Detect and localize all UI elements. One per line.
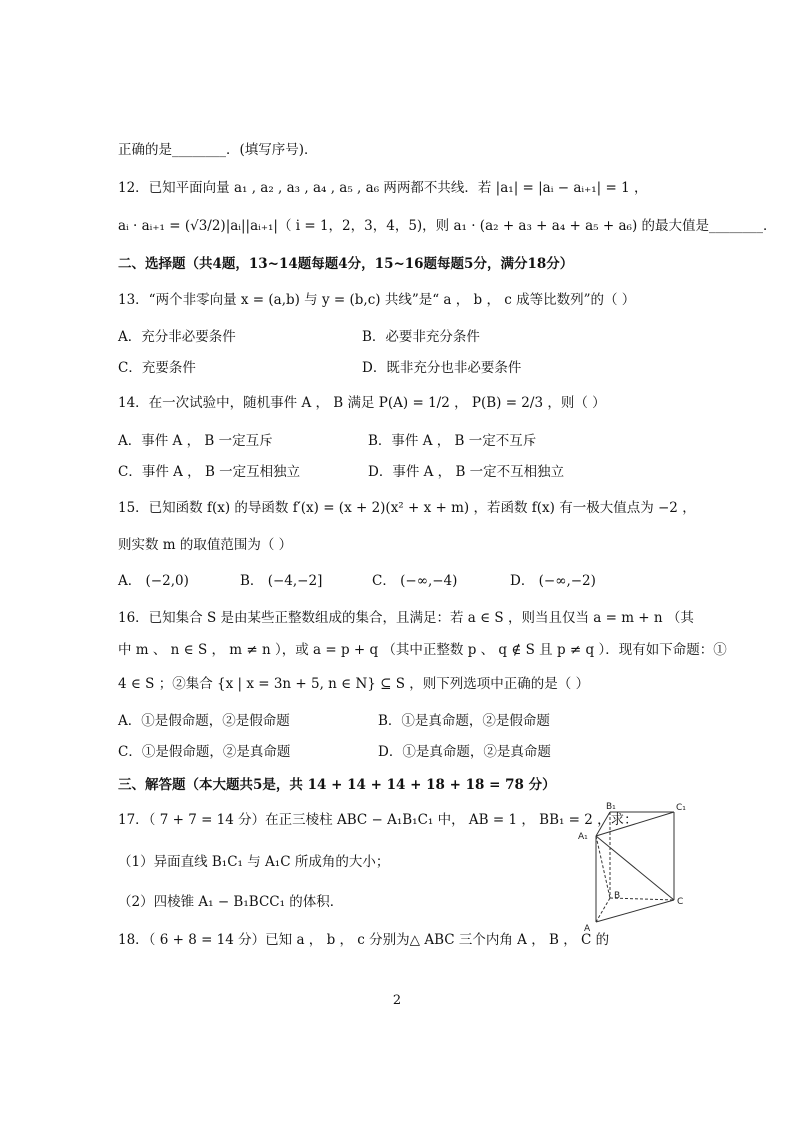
label-b1: B₁ bbox=[606, 802, 616, 812]
question-16-cont: 中 m 、 n ∈ S ， m ≠ n ），或 a = p + q （其中正整数 p 、 q ∉ S 且 p ≠ q ）．现有如下命题：① bbox=[118, 642, 727, 658]
question-15-cont: 则实数 m 的取值范围为（ ） bbox=[118, 537, 293, 553]
label-a: A bbox=[584, 924, 591, 934]
question-16: 16．已知集合 S 是由某些正整数组成的集合，且满足：若 a ∈ S ，则当且仅当 a = m + n （其 bbox=[118, 610, 694, 626]
question-12-cont: aᵢ · aᵢ₊₁ = (√3/2)|aᵢ||aᵢ₊₁|（ i = 1，2，3，4，5)，则 a₁ · (a₂ + a₃ + a₄ + a₅ + a₆) 的最大值是________． bbox=[118, 218, 777, 234]
question-15: 15．已知函数 f(x) 的导函数 f′(x) = (x + 2)(x² + x + m) ，若函数 f(x) 有一极大值点为 −2 ， bbox=[118, 500, 696, 516]
option-c: C．充要条件 bbox=[118, 360, 196, 376]
option-d: D． (−∞,−2) bbox=[510, 573, 596, 589]
label-c: C bbox=[677, 897, 684, 907]
question-17-part1: （1）异面直线 B₁C₁ 与 A₁C 所成角的大小； bbox=[118, 854, 390, 870]
question-12: 12．已知平面向量 a₁ , a₂ , a₃ , a₄ , a₅ , a₆ 两两都不共线．若 |a₁| = |aᵢ − aᵢ₊₁| = 1 ， bbox=[118, 180, 648, 196]
option-d: D．事件 A ， B 一定不互相独立 bbox=[368, 464, 565, 480]
option-a: A．事件 A ， B 一定互斥 bbox=[118, 433, 273, 449]
label-b: B bbox=[614, 891, 621, 901]
option-a: A． (−2,0) bbox=[118, 573, 189, 589]
question-14: 14．在一次试验中，随机事件 A ， B 满足 P(A) = 1/2 ， P(B) = 2/3 ，则（ ） bbox=[118, 395, 606, 411]
option-d: D．①是真命题，②是真命题 bbox=[378, 744, 551, 760]
label-c1: C₁ bbox=[676, 803, 686, 813]
edge bbox=[596, 900, 674, 922]
option-d: D．既非充分也非必要条件 bbox=[362, 360, 522, 376]
text-line: 正确的是________．(填写序号)． bbox=[118, 142, 318, 158]
prism-figure bbox=[574, 800, 694, 936]
question-17-part2: （2）四棱锥 A₁ − B₁BCC₁ 的体积． bbox=[118, 894, 344, 910]
option-b: B．必要非充分条件 bbox=[362, 329, 480, 345]
option-c: C． (−∞,−4) bbox=[372, 573, 458, 589]
label-a1: A₁ bbox=[578, 832, 588, 842]
option-b: B．事件 A ， B 一定不互斥 bbox=[368, 433, 537, 449]
option-b: B． (−4,−2] bbox=[240, 573, 323, 589]
section-heading-choice: 二、选择题（共4题，13~14题每题4分，15~16题每题5分，满分18分） bbox=[118, 256, 574, 272]
option-b: B．①是真命题，②是假命题 bbox=[378, 713, 550, 729]
section-heading-answer: 三、解答题（本大题共5是，共 14 + 14 + 14 + 18 + 18 = 78 分） bbox=[118, 777, 556, 793]
option-c: C．事件 A ， B 一定互相独立 bbox=[118, 464, 301, 480]
question-17: 17．（ 7 + 7 = 14 分）在正三棱柱 ABC − A₁B₁C₁ 中， AB = 1 ， BB₁ = 2 ，求： bbox=[118, 812, 638, 828]
option-a: A．①是假命题，②是假命题 bbox=[118, 713, 290, 729]
question-16-cont: 4 ∈ S ；②集合 {x | x = 3n + 5, n ∈ N} ⊆ S ，则下列选项中正确的是（ ） bbox=[118, 676, 590, 692]
question-13: 13．“两个非零向量 x = (a,b) 与 y = (b,c) 共线”是“ a ， b ， c 成等比数列”的（ ） bbox=[118, 292, 636, 308]
option-a: A．充分非必要条件 bbox=[118, 329, 236, 345]
edge bbox=[596, 836, 674, 900]
page-number: 2 bbox=[392, 993, 402, 1008]
option-c: C．①是假命题，②是真命题 bbox=[118, 744, 291, 760]
question-18: 18．（ 6 + 8 = 14 分）已知 a ， b ， c 分别为△ ABC 三个内角 A ， B ， C 的 bbox=[118, 932, 610, 948]
